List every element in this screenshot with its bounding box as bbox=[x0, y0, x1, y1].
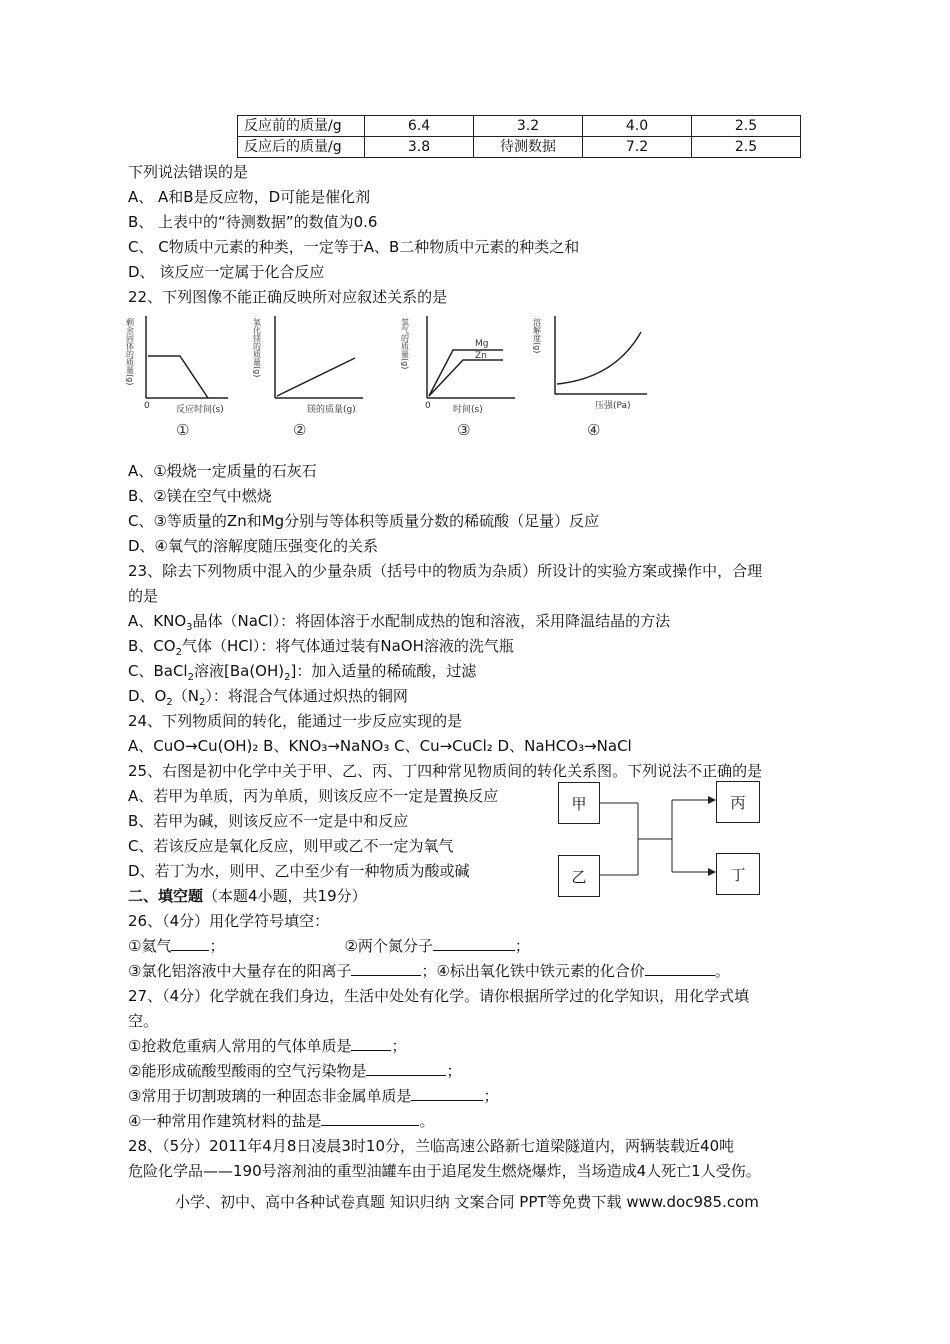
text: （N bbox=[172, 687, 199, 705]
text: ①抢救危重病人常用的气体单质是 bbox=[128, 1037, 352, 1055]
q24-options: A、CuO→Cu(OH)₂ B、KNO₃→NaNO₃ C、Cu→CuCl₂ D、NaHCO₃→NaCl bbox=[128, 737, 632, 755]
graph-4-ylabel: 溶解度(g) bbox=[532, 318, 542, 354]
text: ）：将混合气体通过炽热的铜网 bbox=[205, 687, 408, 705]
transform-diagram-connectors bbox=[598, 780, 718, 900]
box-bing: 丙 bbox=[716, 781, 760, 823]
q22-stem: 22、下列图像不能正确反映所对应叙述关系的是 bbox=[128, 288, 448, 306]
graph-4-number: ④ bbox=[587, 421, 601, 439]
table-cell: 6.4 bbox=[365, 116, 474, 137]
text: ④一种常用作建筑材料的盐是 bbox=[128, 1112, 322, 1130]
graph-2-number: ② bbox=[293, 421, 307, 439]
text: ②两个氮分子 bbox=[344, 937, 433, 955]
q22-option-a: A、①煅烧一定质量的石灰石 bbox=[128, 462, 317, 480]
graph-3 bbox=[400, 308, 523, 443]
graph-2 bbox=[252, 308, 370, 443]
text: ； bbox=[391, 1037, 407, 1055]
graph-3-origin: 0 bbox=[425, 401, 431, 411]
q25-option-a: A、若甲为单质，丙为单质，则该反应不一定是置换反应 bbox=[128, 787, 499, 805]
q26-line2 bbox=[128, 961, 730, 981]
graph-1-origin: 0 bbox=[144, 401, 150, 411]
graph-4-xlabel: 压强(Pa) bbox=[595, 401, 631, 411]
graph-3-ylabel: 氢气的质量(g) bbox=[400, 318, 410, 370]
text: C、BaCl bbox=[128, 662, 188, 680]
mass-table bbox=[237, 115, 801, 158]
section-2-heading bbox=[128, 886, 367, 906]
table-cell: 待测数据 bbox=[474, 137, 583, 158]
q22-option-c: C、③等质量的Zn和Mg分别与等体积等质量分数的稀硫酸（足量）反应 bbox=[128, 512, 600, 530]
box-ding: 丁 bbox=[716, 853, 760, 895]
subscript: 2 bbox=[198, 697, 206, 708]
q22-option-b: B、②镁在空气中燃烧 bbox=[128, 487, 272, 505]
subscript: 2 bbox=[284, 672, 291, 683]
table-cell: 2.5 bbox=[692, 137, 801, 158]
q24-stem: 24、下列物质间的转化，能通过一步反应实现的是 bbox=[128, 712, 463, 730]
text: D、O bbox=[128, 687, 167, 705]
table-cell: 7.2 bbox=[583, 137, 692, 158]
graph-3-curve-zn: Zn bbox=[475, 351, 487, 361]
table-cell: 3.8 bbox=[365, 137, 474, 158]
graph-3-number: ③ bbox=[457, 421, 471, 439]
graph-1 bbox=[125, 308, 238, 443]
subscript: 2 bbox=[187, 672, 194, 683]
text: 。 bbox=[714, 962, 730, 980]
blank[interactable] bbox=[321, 1111, 419, 1126]
q23-option-b bbox=[128, 636, 514, 663]
subscript: 2 bbox=[166, 697, 173, 708]
q26-line1 bbox=[128, 936, 530, 956]
table-cell: 3.2 bbox=[474, 116, 583, 137]
graph-3-xlabel: 时间(s) bbox=[453, 405, 483, 415]
graph-3-curve-mg: Mg bbox=[475, 339, 489, 349]
table-row bbox=[238, 137, 801, 158]
blank[interactable] bbox=[411, 1086, 483, 1101]
text: ③氯化铝溶液中大量存在的阳离子 bbox=[128, 962, 352, 980]
table-row bbox=[238, 116, 801, 137]
text: ； bbox=[446, 1062, 462, 1080]
text: ； bbox=[483, 1087, 499, 1105]
table-cell: 2.5 bbox=[692, 116, 801, 137]
q23-stem-line1: 23、除去下列物质中混入的少量杂质（括号中的物质为杂质）所设计的实验方案或操作中，合理 bbox=[128, 562, 763, 580]
q26-stem: 26、（4分）用化学符号填空： bbox=[128, 912, 330, 930]
text: 气体（HCl）：将气体通过装有NaOH溶液的洗气瓶 bbox=[181, 637, 514, 655]
q21-option-c: C、 C物质中元素的种类，一定等于A、B二种物质中元素的种类之和 bbox=[128, 238, 580, 256]
q23-option-a bbox=[128, 611, 670, 638]
q21-stem: 下列说法错误的是 bbox=[128, 163, 249, 181]
q23-option-c bbox=[128, 661, 476, 688]
text: ；④标出氧化铁中铁元素的化合价 bbox=[421, 962, 645, 980]
text: ③常用于切割玻璃的一种固态非金属单质是 bbox=[128, 1087, 412, 1105]
q25-option-b: B、若甲为碱，则该反应不一定是中和反应 bbox=[128, 812, 409, 830]
text: ； bbox=[209, 937, 225, 955]
q21-option-a: A、 A和B是反应物，D可能是催化剂 bbox=[128, 188, 371, 206]
blank[interactable] bbox=[171, 936, 209, 951]
text: A、KNO bbox=[128, 612, 187, 630]
text: 。 bbox=[419, 1112, 435, 1130]
blank[interactable] bbox=[433, 936, 515, 951]
text: ②能形成硫酸型酸雨的空气污染物是 bbox=[128, 1062, 367, 1080]
box-jia: 甲 bbox=[558, 782, 600, 824]
table-cell: 反应后的质量/g bbox=[238, 137, 365, 158]
text: ①氦气 bbox=[128, 937, 172, 955]
subscript: 2 bbox=[175, 647, 182, 658]
q25-option-c: C、若该反应是氧化反应，则甲或乙不一定为氧气 bbox=[128, 837, 454, 855]
q27-item3 bbox=[128, 1086, 498, 1106]
q25-option-d: D、若丁为水，则甲、乙中至少有一种物质为酸或碱 bbox=[128, 862, 470, 880]
text: B、CO bbox=[128, 637, 176, 655]
section-title: 二、填空题 bbox=[128, 887, 204, 905]
q25-stem: 25、右图是初中化学中关于甲、乙、丙、丁四种常见物质间的转化关系图。下列说法不正确的是 bbox=[128, 762, 763, 780]
q27-item4 bbox=[128, 1111, 434, 1131]
blank[interactable] bbox=[366, 1061, 446, 1076]
q27-stem-line2: 空。 bbox=[128, 1012, 159, 1030]
graph-1-number: ① bbox=[176, 421, 190, 439]
blank[interactable] bbox=[351, 961, 421, 976]
q28-line2: 危险化学品——190号溶剂油的重型油罐车由于追尾发生燃烧爆炸，当场造成4人死亡1人受伤。 bbox=[128, 1162, 761, 1180]
q22-option-d: D、④氧气的溶解度随压强变化的关系 bbox=[128, 537, 378, 555]
graph-1-ylabel: 剩余固体的质量(g) bbox=[125, 318, 135, 386]
blank[interactable] bbox=[351, 1036, 391, 1051]
q27-item2 bbox=[128, 1061, 461, 1081]
graph-4 bbox=[532, 308, 660, 443]
q23-stem-line2: 的是 bbox=[128, 587, 159, 605]
q21-option-b: B、 上表中的“待测数据”的数值为0.6 bbox=[128, 213, 378, 231]
text: ； bbox=[514, 937, 530, 955]
q21-option-d: D、 该反应一定属于化合反应 bbox=[128, 263, 325, 281]
table-cell: 反应前的质量/g bbox=[238, 116, 365, 137]
q28-line1: 28、（5分）2011年4月8日凌晨3时10分，兰临高速公路新七道梁隧道内，两辆装载近40吨 bbox=[128, 1137, 735, 1155]
text: ]：加入适量的稀硫酸，过滤 bbox=[290, 662, 477, 680]
graph-1-xlabel: 反应时间(s) bbox=[176, 405, 224, 415]
footer: 小学、初中、高中各种试卷真题 知识归纳 文案合同 PPT等免费下载 www.doc985.com bbox=[175, 1193, 759, 1211]
graph-2-xlabel: 镁的质量(g) bbox=[307, 405, 356, 415]
table-cell: 4.0 bbox=[583, 116, 692, 137]
box-yi: 乙 bbox=[558, 855, 600, 897]
text: 晶体（NaCl）：将固体溶于水配制成热的饱和溶液，采用降温结晶的方法 bbox=[192, 612, 671, 630]
graph-2-ylabel: 氧化镁的质量(g) bbox=[252, 318, 262, 378]
q23-option-d bbox=[128, 686, 408, 713]
blank[interactable] bbox=[645, 961, 715, 976]
q27-stem-line1: 27、（4分）化学就在我们身边，生活中处处有化学。请你根据所学过的化学知识，用化学式填 bbox=[128, 987, 750, 1005]
section-note: （本题4小题，共19分） bbox=[203, 887, 367, 905]
subscript: 3 bbox=[186, 622, 193, 633]
q27-item1 bbox=[128, 1036, 406, 1056]
text: 溶液[Ba(OH) bbox=[193, 662, 285, 680]
